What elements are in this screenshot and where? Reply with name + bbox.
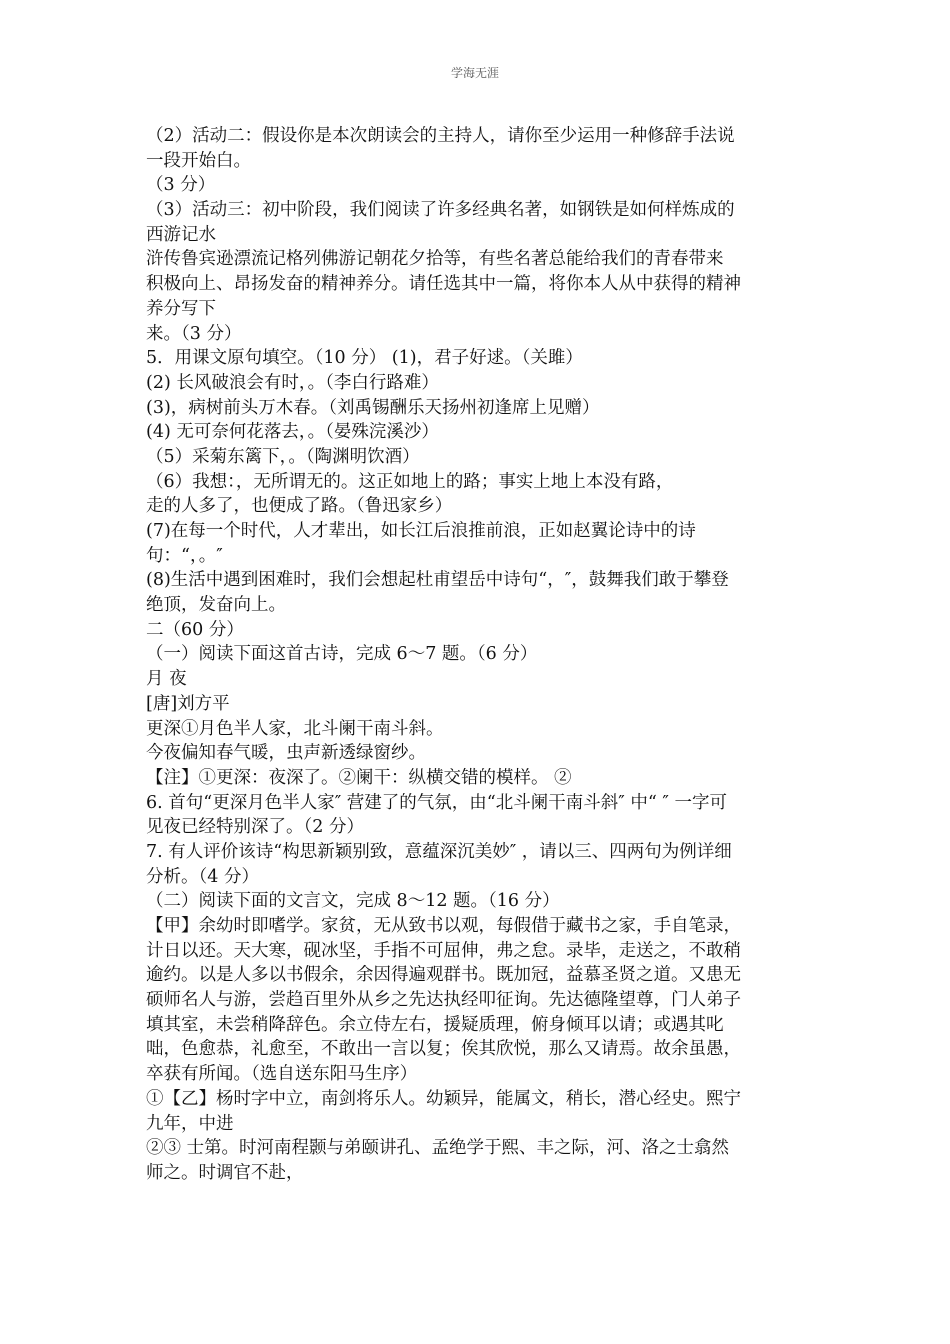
text-line: 填其室，未尝稍降辞色。余立侍左右，援疑质理，俯身倾耳以请；或遇其叱 [146,1014,724,1035]
text-line: （一）阅读下面这首古诗，完成 6～7 题。（6 分） [146,644,538,665]
text-line: （二）阅读下面的文言文，完成 8～12 题。（16 分） [146,891,560,912]
text-line: 更深①月色半人家，北斗阑干南斗斜。 [146,718,444,739]
text-line: 积极向上、昂扬发奋的精神养分。请任选其中一篇，将你本人从中获得的精神 [146,274,741,295]
text-line: （6）我想：，无所谓无的。这正如地上的路；事实上地上本没有路， [146,471,674,492]
text-line: (2) 长风破浪会有时，。（李白行路难） [146,372,439,393]
text-line: （5）采菊东篱下，。（陶渊明饮酒） [146,446,420,467]
text-line: ②③ 士第。时河南程颢与弟颐讲孔、孟绝学于熙、丰之际，河、洛之士翕然 [146,1138,730,1159]
text-line: 5．用课文原句填空。（10 分） (1)，君子好逑。（关雎） [146,348,583,369]
page-header: 学海无涯 [450,66,499,80]
text-line: 西游记水 [146,224,216,245]
text-line: 6. 首句“更深月色半人家″ 营建了的气氛，由“北斗阑干南斗斜″ 中“ ″ 一字可 [146,792,727,813]
text-line: 7. 有人评价该诗“构思新颖别致，意蕴深沉美妙″ ，请以三、四两句为例详细 [146,841,732,862]
text-line: 今夜偏知春气暖，虫声新透绿窗纱。 [146,743,426,764]
text-line: 月 夜 [146,669,187,690]
text-line: (7)在每一个时代，人才辈出，如长江后浪推前浪，正如赵翼论诗中的诗 [146,521,696,541]
text-line: 句：“，。″ [146,545,223,566]
text-line: 二（60 分） [146,619,244,640]
text-line: 分析。（4 分） [146,866,259,887]
text-line: 计日以还。天大寒，砚冰坚，手指不可屈伸，弗之怠。录毕，走送之，不敢稍 [146,940,741,961]
text-line: 卒获有所闻。（选自送东阳马生序） [146,1064,418,1085]
text-line: 硕师名人与游，尝趋百里外从乡之先达执经叩征询。先达德隆望尊，门人弟子 [146,990,741,1011]
text-line: 绝顶，发奋向上。 [146,595,286,616]
text-line: （3）活动三：初中阶段，我们阅读了许多经典名著，如钢铁是如何样炼成的 [146,200,735,221]
text-line: ①【乙】杨时字中立，南剑将乐人。幼颖异，能属文，稍长，潜心经史。熙宁 [146,1088,741,1109]
text-line: 【甲】余幼时即嗜学。家贫，无从致书以观，每假借于藏书之家，手自笔录， [146,916,741,936]
text-line: 走的人多了，也便成了路。（鲁迅家乡） [146,496,453,517]
text-line: [唐]刘方平 [146,693,230,714]
document-body [146,124,826,1186]
text-line: (3)，病树前头万木春。（刘禹锡酬乐天扬州初逢席上见赠） [146,397,600,418]
text-line: （3 分） [146,175,216,196]
text-line: 见夜已经特别深了。（2 分） [146,817,364,838]
text-line: （2）活动二：假设你是本次朗读会的主持人，请你至少运用一种修辞手法说 [146,126,735,146]
text-line: 逾约。以是人多以书假余，余因得遍观群书。既加冠，益慕圣贤之道。又患无 [146,965,741,986]
text-line: 来。（3 分） [146,323,242,344]
text-line: 浒传鲁宾逊漂流记格列佛游记朝花夕拾等，有些名著总能给我们的青春带来 [146,249,724,270]
text-line: (8)生活中遇到困难时，我们会想起杜甫望岳中诗句“，″，鼓舞我们敢于攀登 [146,570,729,591]
text-line: 师之。时调官不赴， [146,1162,304,1183]
text-line: 九年，中进 [146,1113,234,1134]
text-line: 【注】①更深：夜深了。②阑干：纵横交错的模样。 ② [146,767,572,788]
text-line: 咄，色愈恭，礼愈至，不敢出一言以复；俟其欣悦，那么又请焉。故余虽愚， [146,1039,741,1060]
text-line: 养分写下 [146,298,216,319]
text-line: 一段开始白。 [146,150,251,171]
text-line: (4) 无可奈何花落去，。（晏殊浣溪沙） [146,422,439,443]
